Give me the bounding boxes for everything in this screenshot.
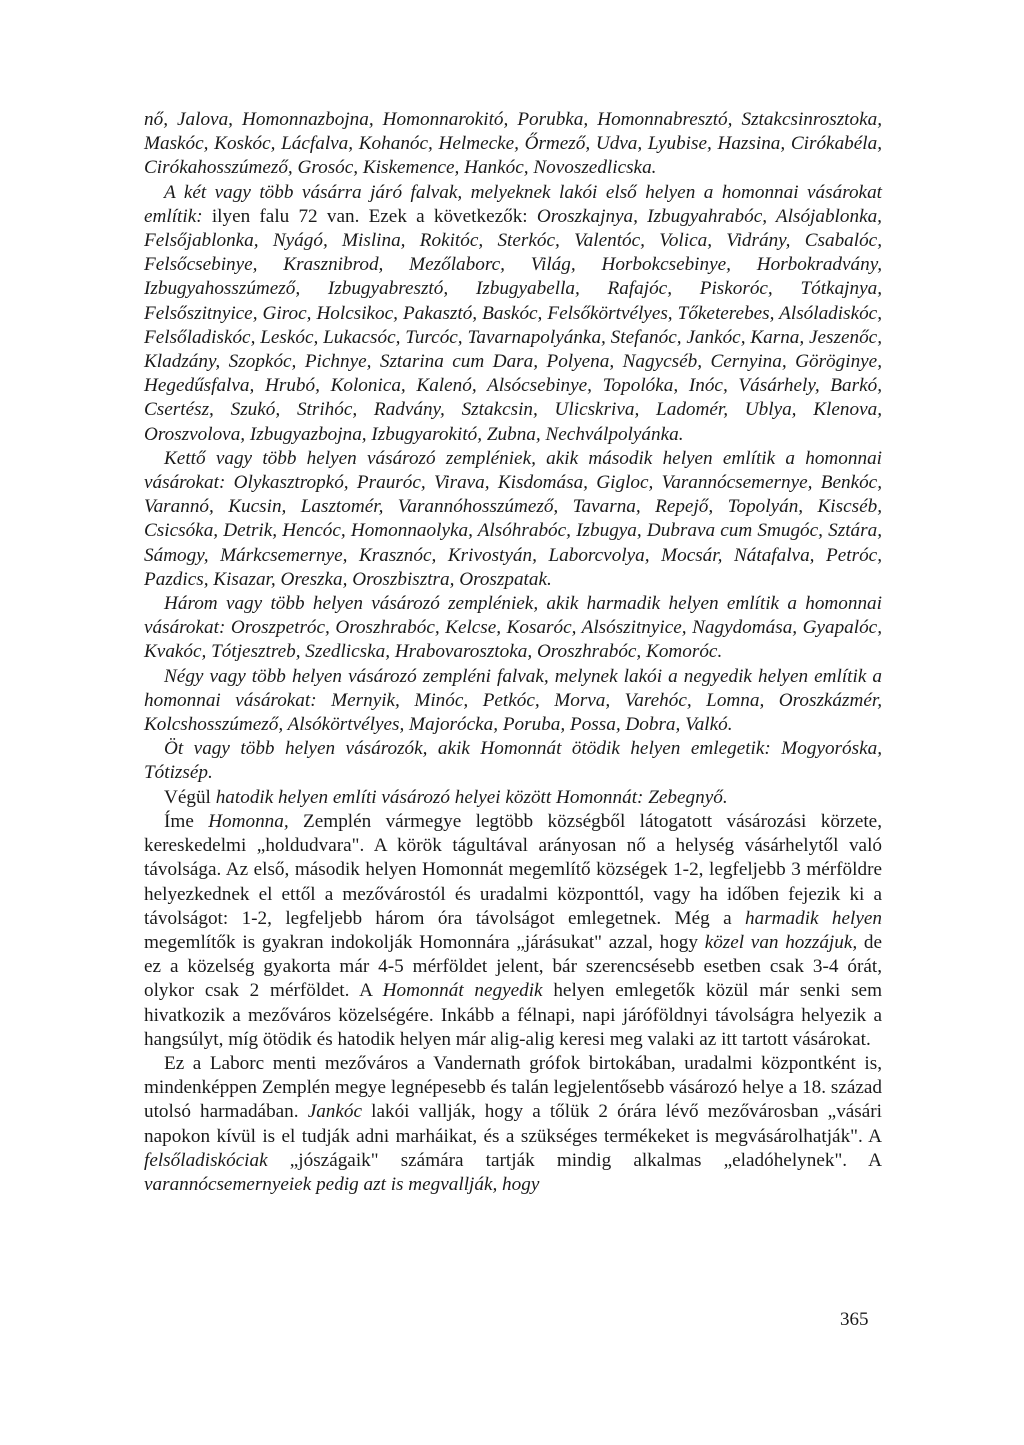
italic-text: felsőladiskóciak <box>144 1149 290 1171</box>
italic-text: Homonnát negyedik <box>382 980 554 1002</box>
italic-text: Homonna, <box>208 810 304 832</box>
text-run: „jószágaik" számára tartják mindig alkalmas „eladóhelynek". A <box>289 1149 883 1171</box>
italic-text: A két vagy több vásárra járó falvak, melyeknek lakói első helyen a homonnai vásárokat említik: <box>144 181 882 227</box>
italic-text: Oroszkajnya, Izbugyahrabóc, Alsójablonka, Felsőjablonka, Nyágó, Mislina, Rokitóc, Sterkóc, Valentóc, Volica, Vidrány, Csabalóc, Felsőcsebinye, Krasznibrod, Mezőlaborc, Világ, Horbokcsebinye, Horbokradvány, Izbugyahosszúmező, Izbugyabresztó, Izbugyabella, Rafajóc, Piskoróc, Tótkajnya, Felsőszitnyice, Giroc, Holcsikoc, Pakasztó, Baskóc, Felsőkörtvélyes, Tőketerebes, Alsóladiskóc, Felsőladiskóc, Leskóc, Lukacsóc, Turcóc, Tavarnapolyánka, Stefanóc, Jankóc, Karna, Jeszenőc, Kladzány, Szopkóc, Pichnye, Sztarina cum Dara, Polyena, Nagycséb, Cernyina, Göröginye, Hegedűsfalva, Hrubó, Kolonica, Kalenó, Alsócsebinye, Topolóka, Inóc, Vásárhely, Barkó, Csertész, Szukó, Strihóc, Radvány, Sztakcsin, Ulicskriva, Ladomér, Ublya, Klenova, Oroszvolova, Izbugyazbojna, Izbugyarokitó, Zubna, Nechválpolyánka. <box>144 205 882 445</box>
text-run: Végül <box>164 786 216 808</box>
paragraph <box>144 592 882 665</box>
text-run: de ez a közelség gyakorta már 4-5 mérföldet jelent, bár szerencsésebb esetben csak 3-4 órát, olykor csak 2 mérföldet. A <box>144 931 882 1002</box>
italic-text: varannócsemernyeiek pedig azt is megvallják, hogy <box>144 1173 540 1195</box>
italic-text: Jankóc <box>307 1101 372 1123</box>
italic-text: Kettő vagy több helyen vásározó zempléniek, akik második helyen említik a homonnai vásárokat: Olykasztropkó, Prauróc, Virava, Kisdomása, Gigloc, Varannócsemernye, Benkóc, Varannó, Kucsin, Lasztomér, Varannóhosszúmező, Tavarna, Repejő, Topolyán, Kiscséb, Csicsóka, Detrik, Hencóc, Homonnaolyka, Alsóhrabóc, Izbugya, Dubrava cum Smugóc, Sztára, Sámogy, Márkcsemernye, Krasznóc, Krivostyán, Laborcvolya, Mocsár, Nátafalva, Petróc, Pazdics, Kisazar, Oreszka, Oroszbisztra, Oroszpatak. <box>144 447 882 590</box>
text-run: Íme <box>164 810 209 832</box>
italic-text: Három vagy több helyen vásározó zempléniek, akik harmadik helyen említik a homonnai vásárokat: Oroszpetróc, Oroszhrabóc, Kelcse, Kosaróc, Alsószitnyice, Nagydomása, Gyapalóc, Kvakóc, Tótjesztreb, Szedlicska, Hrabovarosztoka, Oroszhrabóc, Komoróc. <box>144 593 882 663</box>
italic-text: nő, Jalova, Homonnazbojna, Homonnarokitó, Porubka, Homonnabresztó, Sztakcsinrosztoka, Maskóc, Koskóc, Lácfalva, Kohanóc, Helmecke, Őrmező, Udva, Lyubise, Hazsina, Cirókabéla, Cirókahosszúmező, Grosóc, Kiskemence, Hankóc, Novoszedlicska. <box>144 109 882 179</box>
text-run: megemlítők is gyakran indokolják Homonnára „járásukat" azzal, hogy <box>144 931 705 953</box>
italic-text: hatodik helyen említi vásározó helyei között Homonnát: Zebegnyő. <box>215 786 728 808</box>
paragraph <box>144 665 882 738</box>
text-run: helyen emlegetők közül már senki sem hivatkozik a mezőváros közelségére. Inkább a félnapi, napi járóföldnyi távolságra helyezik a hangsúlyt, míg ötödik és hatodik helyen már alig-alig keresi meg valaki az itt tartott vásárokat. <box>144 980 882 1050</box>
paragraph <box>144 447 882 592</box>
text-run: lakói vallják, hogy a tőlük 2 órára lévő mezővárosban „vásári napokon kívül is el tudják adni marháikat, és a szükséges termékeket is megvásárolhatják". A <box>144 1101 883 1147</box>
paragraph <box>144 181 882 447</box>
text-run: ilyen falu 72 van. Ezek a következők: <box>211 205 537 227</box>
paragraph <box>144 810 882 1052</box>
page-number: 365 <box>840 1309 869 1330</box>
page-body <box>144 108 882 1197</box>
text-run: Ez a Laborc menti mezőváros a Vandernath grófok birtokában, uradalmi központként is, mindenképpen Zemplén megye legnépesebb és talán legjelentősebb vásározó helye a 18. század utolsó harmadában. <box>144 1052 882 1123</box>
paragraph <box>144 786 882 810</box>
italic-text: közel van hozzájuk, <box>704 931 864 953</box>
italic-text: Négy vagy több helyen vásározó zempléni falvak, melynek lakói a negyedik helyen említik a homonnai vásárokat: Mernyik, Minóc, Petkóc, Morva, Varehóc, Lomna, Oroszkázmér, Kolcshosszúmező, Alsókörtvélyes, Majorócka, Poruba, Possa, Dobra, Valkó. <box>144 665 882 736</box>
text-run: Zemplén vármegye legtöbb községből látogatott vásározási körzete, kereskedelmi „holdudvara". A körök tágultával arányosan nő a helység vásárhelytől való távolsága. Az első, második helyen Homonnát megemlítő községek 1-2, legfeljebb 3 mérföldre helyezkednek el ettől a mezővárostól és uradalmi központtól, vagy ha időben fejezik ki a távolságot: 1-2, legfeljebb három óra távolságot emlegetnek. Még a <box>144 810 882 929</box>
italic-text: Öt vagy több helyen vásározók, akik Homonnát ötödik helyen emlegetik: Mogyoróska, Tótizsép. <box>144 738 882 784</box>
paragraph <box>144 737 882 785</box>
italic-text: harmadik helyen <box>745 907 882 929</box>
paragraph <box>144 108 882 181</box>
paragraph <box>144 1052 882 1197</box>
